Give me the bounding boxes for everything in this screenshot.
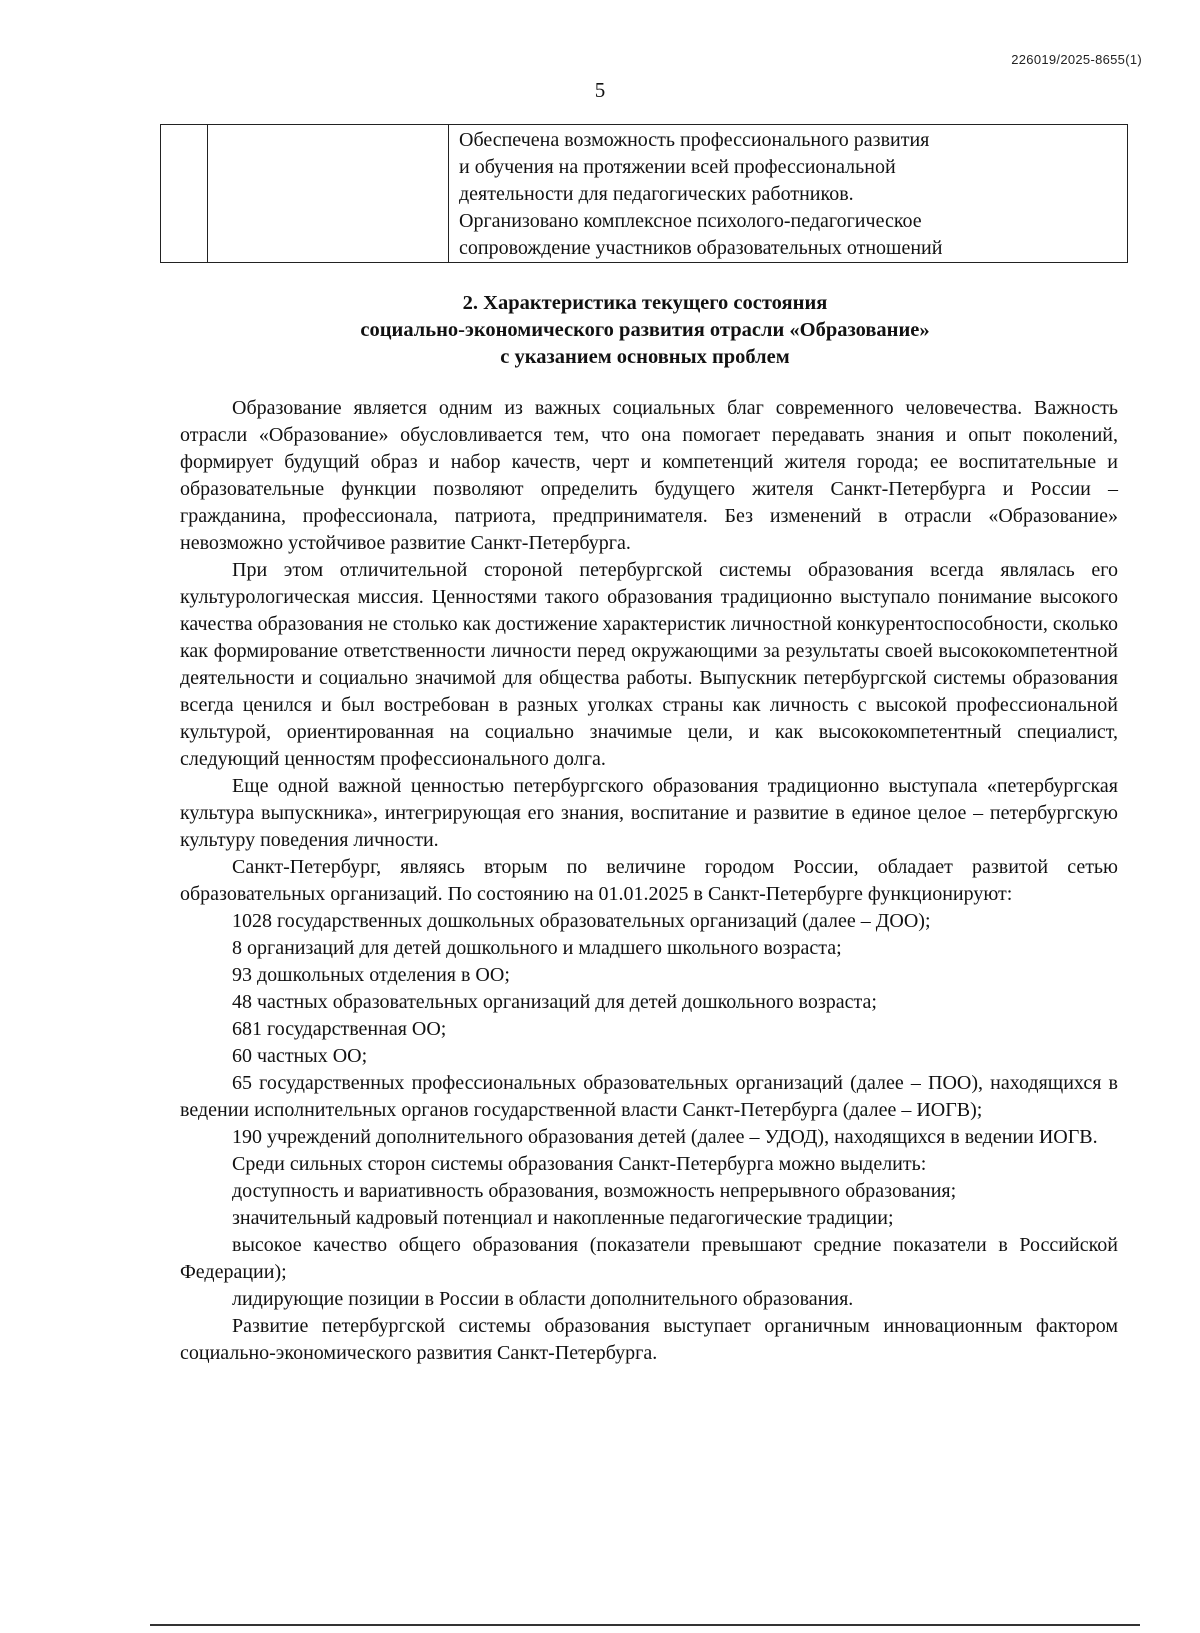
list-item: лидирующие позиции в России в области дополнительного образования. <box>232 1288 854 1310</box>
table-cell-number <box>161 125 208 263</box>
section-heading-line: социально-экономического развития отрасли «Образование» <box>360 319 930 341</box>
section-heading <box>0 290 1200 371</box>
list-item: 93 дошкольных отделения в ОО; <box>232 964 510 986</box>
list-item: 8 организаций для детей дошкольного и младшего школьного возраста; <box>232 937 842 959</box>
section-heading-line: 2. Характеристика текущего состояния <box>462 292 828 314</box>
continuation-table <box>160 124 1128 263</box>
list-item: высокое качество общего образования (показатели превышают средние показатели в Российской Федерации); <box>180 1234 1118 1283</box>
paragraph: Образование является одним из важных социальных благ современного человечества. Важность отрасли «Образование» обусловливается тем, что она помогает передавать знания и опыт поколений, формирует будущий образ и набор качеств, черт и компетенций жителя города; ее воспитательные и образовательные функции позволяют определить будущего жителя Санкт-Петербурга и России – гражданина, профессионала, патриота, предпринимателя. Без изменений в отрасли «Образование» невозможно устойчивое развитие Санкт-Петербурга. <box>180 397 1118 554</box>
paragraph: Среди сильных сторон системы образования Санкт-Петербурга можно выделить: <box>232 1153 927 1175</box>
list-item: 48 частных образовательных организаций для детей дошкольного возраста; <box>232 991 877 1013</box>
list-item: 65 государственных профессиональных образовательных организаций (далее – ПОО), находящихся в ведении исполнительных органов государственной власти Санкт-Петербурга (далее – ИОГВ); <box>180 1072 1118 1121</box>
table-cell-line: Обеспечена возможность профессионального развития <box>459 129 930 151</box>
section-heading-line: с указанием основных проблем <box>500 346 790 368</box>
table-cell-line: сопровождение участников образовательных отношений <box>459 237 943 259</box>
paragraph: Санкт-Петербург, являясь вторым по величине городом России, обладает развитой сетью образовательных организаций. По состоянию на 01.01.2025 в Санкт-Петербурге функционируют: <box>180 856 1118 905</box>
page-number: 5 <box>594 78 606 102</box>
list-item: 681 государственная ОО; <box>232 1018 447 1040</box>
table-row <box>161 125 1128 263</box>
paragraph: Еще одной важной ценностью петербургского образования традиционно выступала «петербургская культура выпускника», интегрирующая его знания, воспитание и развитие в единое целое – петербургскую культуру поведения личности. <box>180 775 1118 851</box>
paragraph: Развитие петербургской системы образования выступает органичным инновационным фактором социально-экономического развития Санкт-Петербурга. <box>180 1315 1118 1364</box>
table-cell-line: деятельности для педагогических работников. <box>459 183 854 205</box>
paragraph: При этом отличительной стороной петербургской системы образования всегда являлась его культурологическая миссия. Ценностями такого образования традиционно выступало понимание высокого качества образования не столько как достижение характеристик личностной конкурентоспособности, сколько как формирование ответственности личности перед окружающими за результаты своей высококомпетентной деятельности и социально значимой для общества работы. Выпускник петербургской системы образования всегда ценился и был востребован в разных уголках страны как личность с высокой профессиональной культурой, ориентированная на социально значимые цели, и как высококомпетентный специалист, следующий ценностям профессионального долга. <box>180 559 1118 770</box>
document-id: 226019/2025-8655(1) <box>1011 52 1142 67</box>
table-cell-line: Организовано комплексное психолого-педагогическое <box>459 210 922 232</box>
table-cell-result <box>449 125 1128 263</box>
list-item: 1028 государственных дошкольных образовательных организаций (далее – ДОО); <box>232 910 931 932</box>
table-cell-name <box>208 125 449 263</box>
list-item: 60 частных ОО; <box>232 1045 368 1067</box>
section-body <box>180 395 1118 1367</box>
list-item: 190 учреждений дополнительного образования детей (далее – УДОД), находящихся в ведении ИОГВ. <box>232 1126 1098 1148</box>
bottom-rule <box>150 1624 1140 1626</box>
list-item: значительный кадровый потенциал и накопленные педагогические традиции; <box>232 1207 894 1229</box>
table-cell-line: и обучения на протяжении всей профессиональной <box>459 156 896 178</box>
list-item: доступность и вариативность образования, возможность непрерывного образования; <box>232 1180 957 1202</box>
